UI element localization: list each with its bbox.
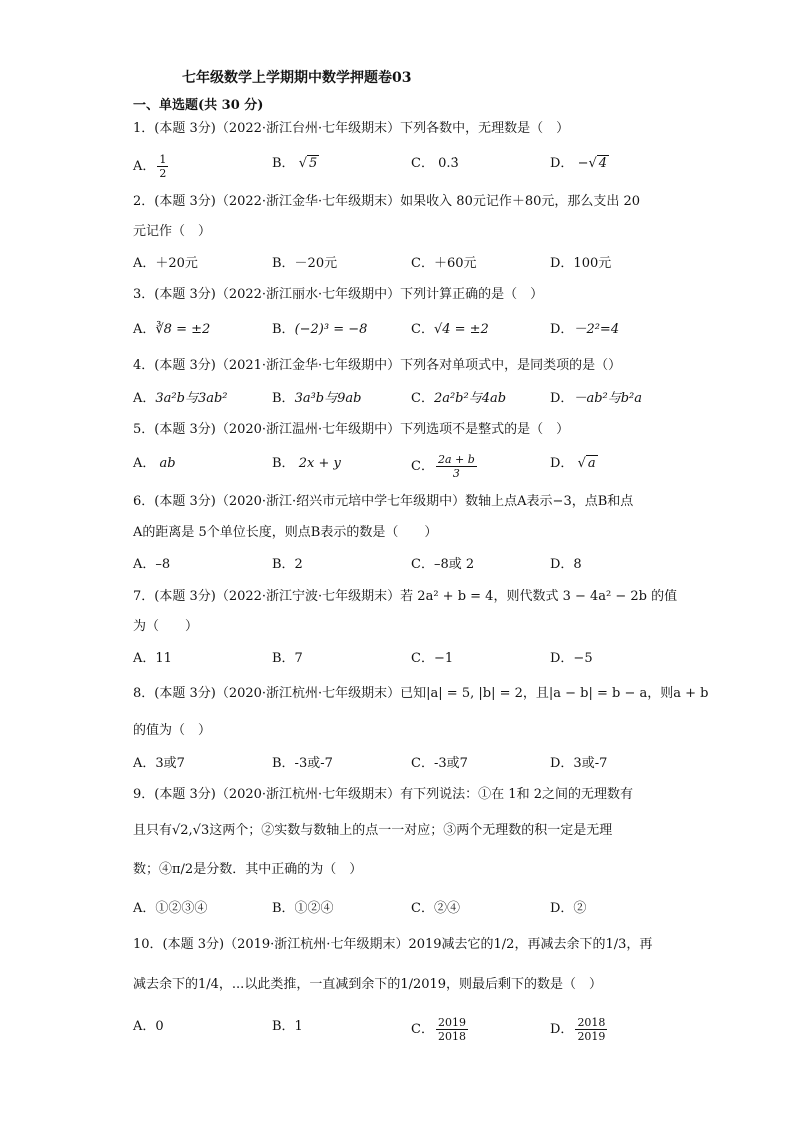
question-6-stem-cont: A的距离是 5个单位长度，则点B表示的数是（ ） [133, 525, 438, 540]
question-5-stem: 5．(本题 3分)（2020·浙江温州·七年级期中）下列选项不是整式的是（ ） [133, 422, 570, 437]
option-d[interactable]: D．100元 [550, 256, 612, 271]
option-c[interactable]: C．√4 = ±2 [411, 322, 489, 337]
option-b[interactable]: B．3a³b与9ab [272, 391, 362, 406]
option-a[interactable]: A． ab [133, 456, 176, 471]
question-7-options [133, 648, 693, 672]
question-3-options [133, 319, 693, 343]
question-2-options [133, 253, 693, 277]
option-c[interactable]: C． $\frac{2019}{2018}$ [411, 1016, 466, 1043]
option-a[interactable]: A．∛8 = ±2 [133, 322, 211, 337]
option-b[interactable]: B．－20元 [272, 256, 338, 271]
question-10-stem: 10．(本题 3分)（2019·浙江杭州·七年级期末）2019减去它的1/2，再减去余下的1/3，再 [133, 937, 653, 952]
option-a[interactable]: A．3或7 [133, 756, 185, 771]
question-4-stem: 4．(本题 3分)（2021·浙江金华·七年级期中）下列各对单项式中，是同类项的是（） [133, 358, 622, 373]
option-a[interactable]: A．0 [133, 1019, 164, 1034]
option-d[interactable]: D． √ a [550, 456, 596, 471]
option-b[interactable]: B． √ 5 [272, 156, 318, 171]
question-9-stem: 9．(本题 3分)（2020·浙江杭州·七年级期末）有下列说法：①在 1和 2之间的无理数有 [133, 787, 633, 802]
question-8-stem: 8．(本题 3分)（2020·浙江杭州·七年级期末）已知|a| = 5, |b| = 2，且|a − b| = b − a，则a + b [133, 686, 709, 701]
option-d[interactable]: D．② [550, 901, 587, 916]
question-2-stem-cont: 元记作（ ） [133, 224, 212, 239]
option-d[interactable]: D．3或-7 [550, 756, 608, 771]
option-d[interactable]: D．－2²=4 [550, 322, 620, 337]
option-d[interactable]: D．8 [550, 557, 582, 572]
question-1-stem: 1．(本题 3分)（2022·浙江台州·七年级期末）下列各数中，无理数是（ ） [133, 121, 570, 136]
question-4-options [133, 388, 693, 412]
question-7-stem: 7．(本题 3分)（2022·浙江宁波·七年级期末）若 2a² + b = 4，则代数式 3 − 4a² − 2b 的值 [133, 589, 678, 604]
option-b[interactable]: B．(−2)³ = −8 [272, 322, 368, 337]
question-9-options [133, 898, 693, 922]
option-a[interactable]: A．11 [133, 651, 172, 666]
option-c[interactable]: C．−1 [411, 651, 454, 666]
question-6-options [133, 554, 693, 578]
option-d[interactable]: D．－ab²与b²a [550, 391, 643, 406]
question-8-stem-cont: 的值为（ ） [133, 723, 212, 738]
question-2-stem: 2．(本题 3分)（2022·浙江金华·七年级期末）如果收入 80元记作＋80元，那么支出 20 [133, 194, 641, 209]
option-b[interactable]: B．①②④ [272, 901, 334, 916]
question-8-options [133, 753, 693, 777]
option-a[interactable]: A．–8 [133, 557, 171, 572]
page-title: 七年级数学上学期期中数学押题卷03 [182, 70, 412, 86]
option-c[interactable]: C．–8或 2 [411, 557, 475, 572]
option-a[interactable]: A．①②③④ [133, 901, 208, 916]
option-b[interactable]: B．7 [272, 651, 303, 666]
question-9-stem-cont: 且只有√2,√3这两个；②实数与数轴上的点一一对应；③两个无理数的积一定是无理 [133, 823, 613, 838]
question-5-options [133, 453, 693, 480]
question-1-options [133, 153, 693, 180]
option-d[interactable]: D． $\frac{2018}{2019}$ [550, 1016, 606, 1043]
option-a[interactable]: A．3a²b与3ab² [133, 391, 228, 406]
question-10-stem-cont: 减去余下的1/4，...以此类推，一直减到余下的1/2019，则最后剩下的数是（ ） [133, 977, 603, 992]
option-d[interactable]: D． −√ 4 [550, 156, 608, 171]
option-c[interactable]: C．2a²b²与4ab [411, 391, 507, 406]
section-heading: 一、单选题(共 30 分) [133, 98, 264, 113]
option-c[interactable]: C． 0.3̇ [411, 156, 459, 171]
option-d[interactable]: D．−5 [550, 651, 593, 666]
question-10-options [133, 1016, 693, 1043]
option-c[interactable]: C．-3或7 [411, 756, 468, 771]
option-b[interactable]: B． 2x + y [272, 456, 341, 471]
option-b[interactable]: B．1 [272, 1019, 303, 1034]
option-b[interactable]: B．-3或-7 [272, 756, 333, 771]
question-9-stem-cont2: 数；④π/2是分数．其中正确的为（ ） [133, 862, 363, 877]
option-c[interactable]: C．②④ [411, 901, 460, 916]
option-a[interactable]: A．＋20元 [133, 256, 198, 271]
option-a[interactable]: A． $\frac{1}{2}$ [133, 153, 167, 180]
option-b[interactable]: B．2 [272, 557, 303, 572]
question-6-stem: 6．(本题 3分)（2020·浙江·绍兴市元培中学七年级期中）数轴上点A表示−3，点B和点 [133, 494, 634, 509]
option-c[interactable]: C． $\frac{2a + b}{3}$ [411, 453, 475, 480]
question-3-stem: 3．(本题 3分)（2022·浙江丽水·七年级期中）下列计算正确的是（ ） [133, 287, 544, 302]
question-7-stem-cont: 为（ ） [133, 619, 199, 634]
option-c[interactable]: C．＋60元 [411, 256, 477, 271]
